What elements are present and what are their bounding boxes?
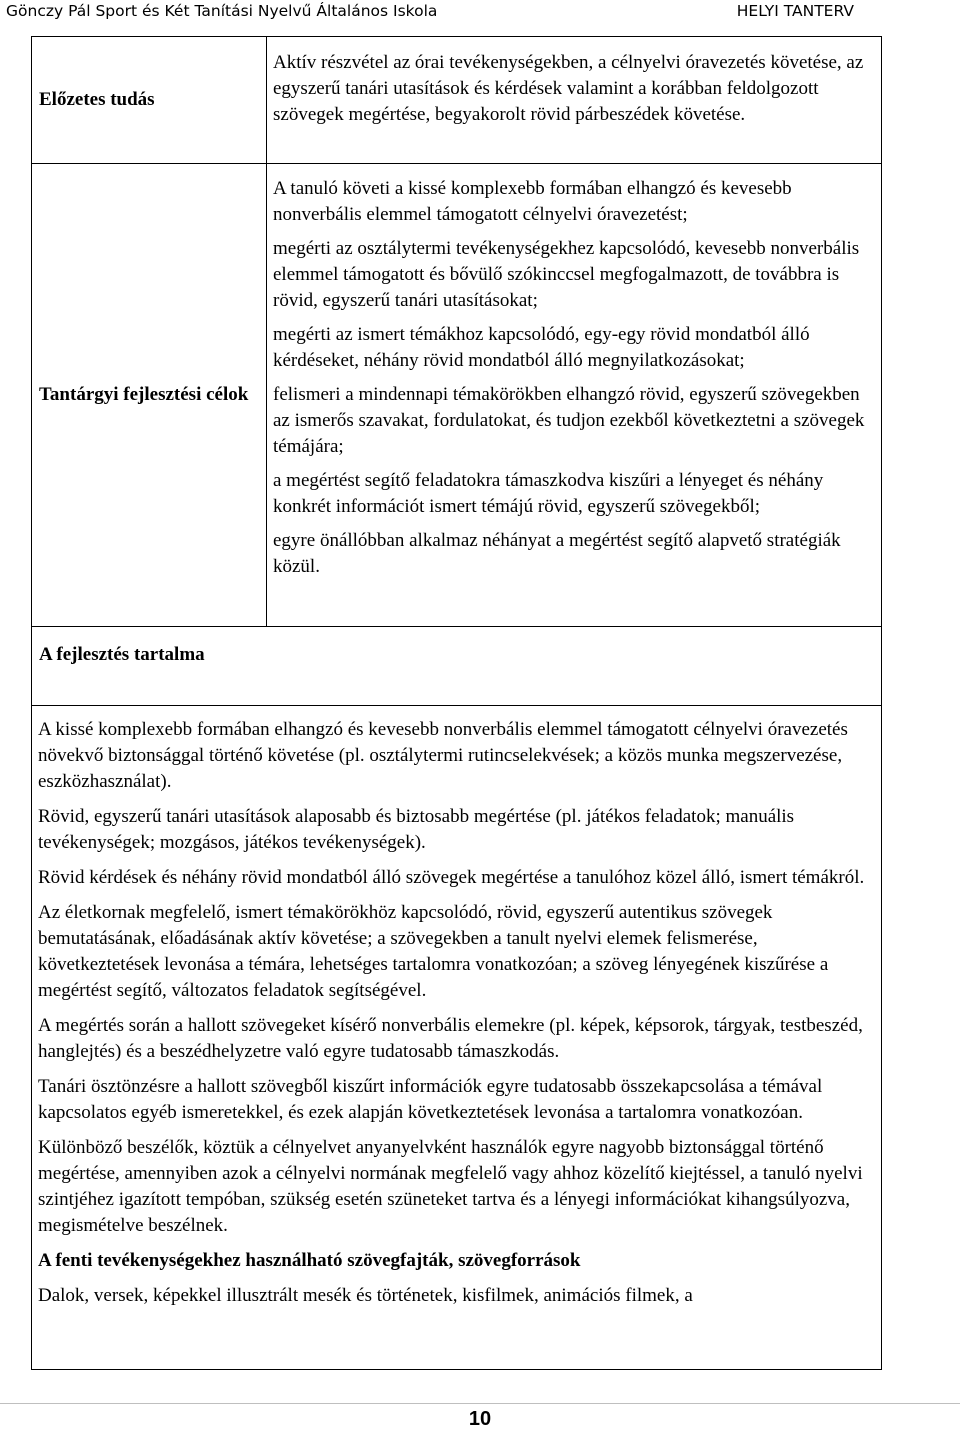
text-types-subheading: A fenti tevékenységekhez használható szövegfajták, szövegforrások bbox=[38, 1250, 581, 1271]
goals-label: Tantárgyi fejlesztési célok bbox=[39, 383, 249, 405]
prior-knowledge-content-cell bbox=[266, 37, 881, 163]
prior-knowledge-label-cell bbox=[32, 37, 266, 163]
content-paragraph: Rövid kérdések és néhány rövid mondatból álló szövegek megértése a tanulóhoz közel álló, ismert témákról. bbox=[38, 867, 865, 888]
goals-label-cell bbox=[32, 163, 266, 626]
prior-knowledge-text: Aktív részvétel az órai tevékenységekben, a célnyelvi óravezetés követése, az egyszerű tanári utasítások és kérdések valamint a korábban feldolgozott szövegek megértése, begyakorolt rövid párbeszédek követése. bbox=[273, 52, 864, 125]
page-number: 10 bbox=[468, 1408, 492, 1430]
footer-divider bbox=[0, 1403, 960, 1404]
content-paragraph: Rövid, egyszerű tanári utasítások alaposabb és biztosabb megértése (pl. játékos feladatok; manuális tevékenységek; mozgásos, játékos tevékenységek). bbox=[38, 806, 795, 853]
goal-item: felismeri a mindennapi témakörökben elhangzó rövid, egyszerű szövegekben az ismerős szavakat, fordulatokat, és tudjon ezekből következtetni a szövegek témájára; bbox=[273, 384, 865, 457]
page-header bbox=[0, 0, 960, 26]
content-paragraph: Különböző beszélők, köztük a célnyelvet anyanyelvként használók egyre nagyobb biztonsággal történő megértése, amennyiben azok a célnyelvi normának megfelelő vagy ahhoz közelítő kiejtéssel, a tanuló nyelvi szintjéhez igazított tempóban, szükség esetén szüneteket tartva és a lényegi információkat kihangsúlyozva, megismételve beszélnek. bbox=[38, 1137, 863, 1236]
prior-knowledge-label: Előzetes tudás bbox=[39, 89, 155, 110]
content-paragraph: Az életkornak megfelelő, ismert témakörökhöz kapcsolódó, rövid, egyszerű autentikus szövegek bemutatásának, előadásának aktív követése; a szövegekben a tanult nyelvi elemek felismerése, következtetések levonása a témára, lehetséges tartalomra vonatkozóan; a szöveg lényegének kiszűrése a megértést segítő, változatos feladatok segítségével. bbox=[38, 902, 829, 1001]
goal-item: egyre önállóbban alkalmaz néhányat a megértést segítő alapvető stratégiák közül. bbox=[273, 530, 841, 577]
goal-item: a megértést segítő feladatokra támaszkodva kiszűri a lényeget és néhány konkrét információt ismert témájú rövid, egyszerű szövegekből; bbox=[273, 470, 824, 517]
goal-item: A tanuló követi a kissé komplexebb formában elhangzó és kevesebb nonverbális elemmel támogatott célnyelvi óravezetést; bbox=[273, 178, 792, 225]
document-title: HELYI TANTERV bbox=[736, 2, 854, 20]
goals-content-cell bbox=[266, 163, 881, 626]
text-types-line: Dalok, versek, képekkel illusztrált mesék és történetek, kisfilmek, animációs filmek, a bbox=[38, 1285, 693, 1306]
content-heading-row bbox=[32, 626, 881, 705]
content-paragraph: Tanári ösztönzésre a hallott szövegből kiszűrt információk egyre tudatosabb összekapcsolása a témával kapcsolatos egyéb ismeretekkel, és ezek alapján következtetések levonása a tartalomra vonatkozóan. bbox=[38, 1076, 823, 1123]
curriculum-table bbox=[31, 36, 882, 1370]
goal-item: megérti az osztálytermi tevékenységekhez kapcsolódó, kevesebb nonverbális elemmel támogatott és bővülő szókinccsel megfogalmazott, de továbbra is rövid, egyszerű tanári utasításokat; bbox=[273, 238, 860, 311]
content-body-cell bbox=[32, 705, 881, 1318]
school-name: Gönczy Pál Sport és Két Tanítási Nyelvű Általános Iskola bbox=[6, 2, 438, 20]
goal-item: megérti az ismert témákhoz kapcsolódó, egy-egy rövid mondatból álló kérdéseket, néhány rövid mondatból álló megnyilatkozásokat; bbox=[273, 324, 810, 371]
content-paragraph: A megértés során a hallott szövegeket kísérő nonverbális elemekre (pl. képek, képsorok, tárgyak, testbeszéd, hanglejtés) és a beszédhelyzetre való egyre tudatosabb támaszkodás. bbox=[38, 1015, 863, 1062]
content-paragraph: A kissé komplexebb formában elhangzó és kevesebb nonverbális elemmel támogatott célnyelvi óravezetés növekvő biztonsággal történő követése (pl. osztálytermi rutincselekvések; a közös munka megszervezése, eszközhasználat). bbox=[38, 719, 848, 792]
content-heading: A fejlesztés tartalma bbox=[39, 644, 205, 665]
